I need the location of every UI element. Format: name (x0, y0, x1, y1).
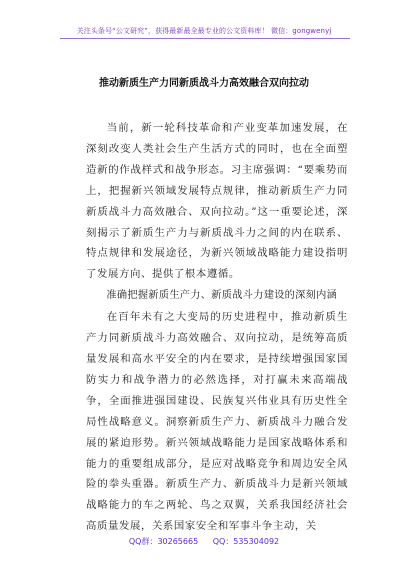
section-heading: 准确把握新质生产力、新质战斗力建设的深刻内涵 (106, 290, 338, 302)
document-body (86, 118, 348, 537)
footer-qq-group: QQ群：30265665 (128, 537, 199, 546)
header-divider (60, 38, 350, 39)
header-banner: 关注头条号“公文研究”，获得最新最全最专业的公文资料库！ 微信：gongwenyj (76, 27, 332, 35)
body-paragraph: 当前，新一轮科技革命和产业变革加速发展，在深刻改变人类社会生产生活方式的同时，也在全面塑造新的作战样式和战争形态。习主席强调：“要乘势而上，把握新兴领域发展特点规律，推动新质生产力同新质战斗力高效融合、双向拉动。”这一重要论述，深刻揭示了新质生产力与新质战斗力之间的内在联系、特点规律和发展途径，为新兴领域战略能力建设指明了发展方向、提供了根本遵循。 (86, 122, 348, 281)
body-paragraph: 在百年未有之大变局的历史进程中，推动新质生产力同新质战斗力高效融合、双向拉动，是统筹高质量发展和高水平安全的内在要求，是持续增强国家国防实力和战争潜力的必然选择，对打赢未来高端战争，全面推进强国建设、民族复兴伟业具有历史性全局性战略意义。洞察新质生产力、新质战斗力融合发展的紧迫形势。新兴领域战略能力是国家战略体系和能力的重要组成部分，是应对战略竞争和周边安全风险的拳头重器。新质生产力、新质战斗力是新兴领域战略能力的车之两轮、鸟之双翼，关系我国经济社会高质量发展，关系国家安全和军事斗争主动，关 (86, 311, 348, 533)
footer-qq-number: QQ：535304092 (212, 537, 280, 546)
footer-contact (0, 536, 408, 547)
document-title: 推动新质生产力同新质战斗力高效融合双向拉动 (99, 78, 309, 89)
